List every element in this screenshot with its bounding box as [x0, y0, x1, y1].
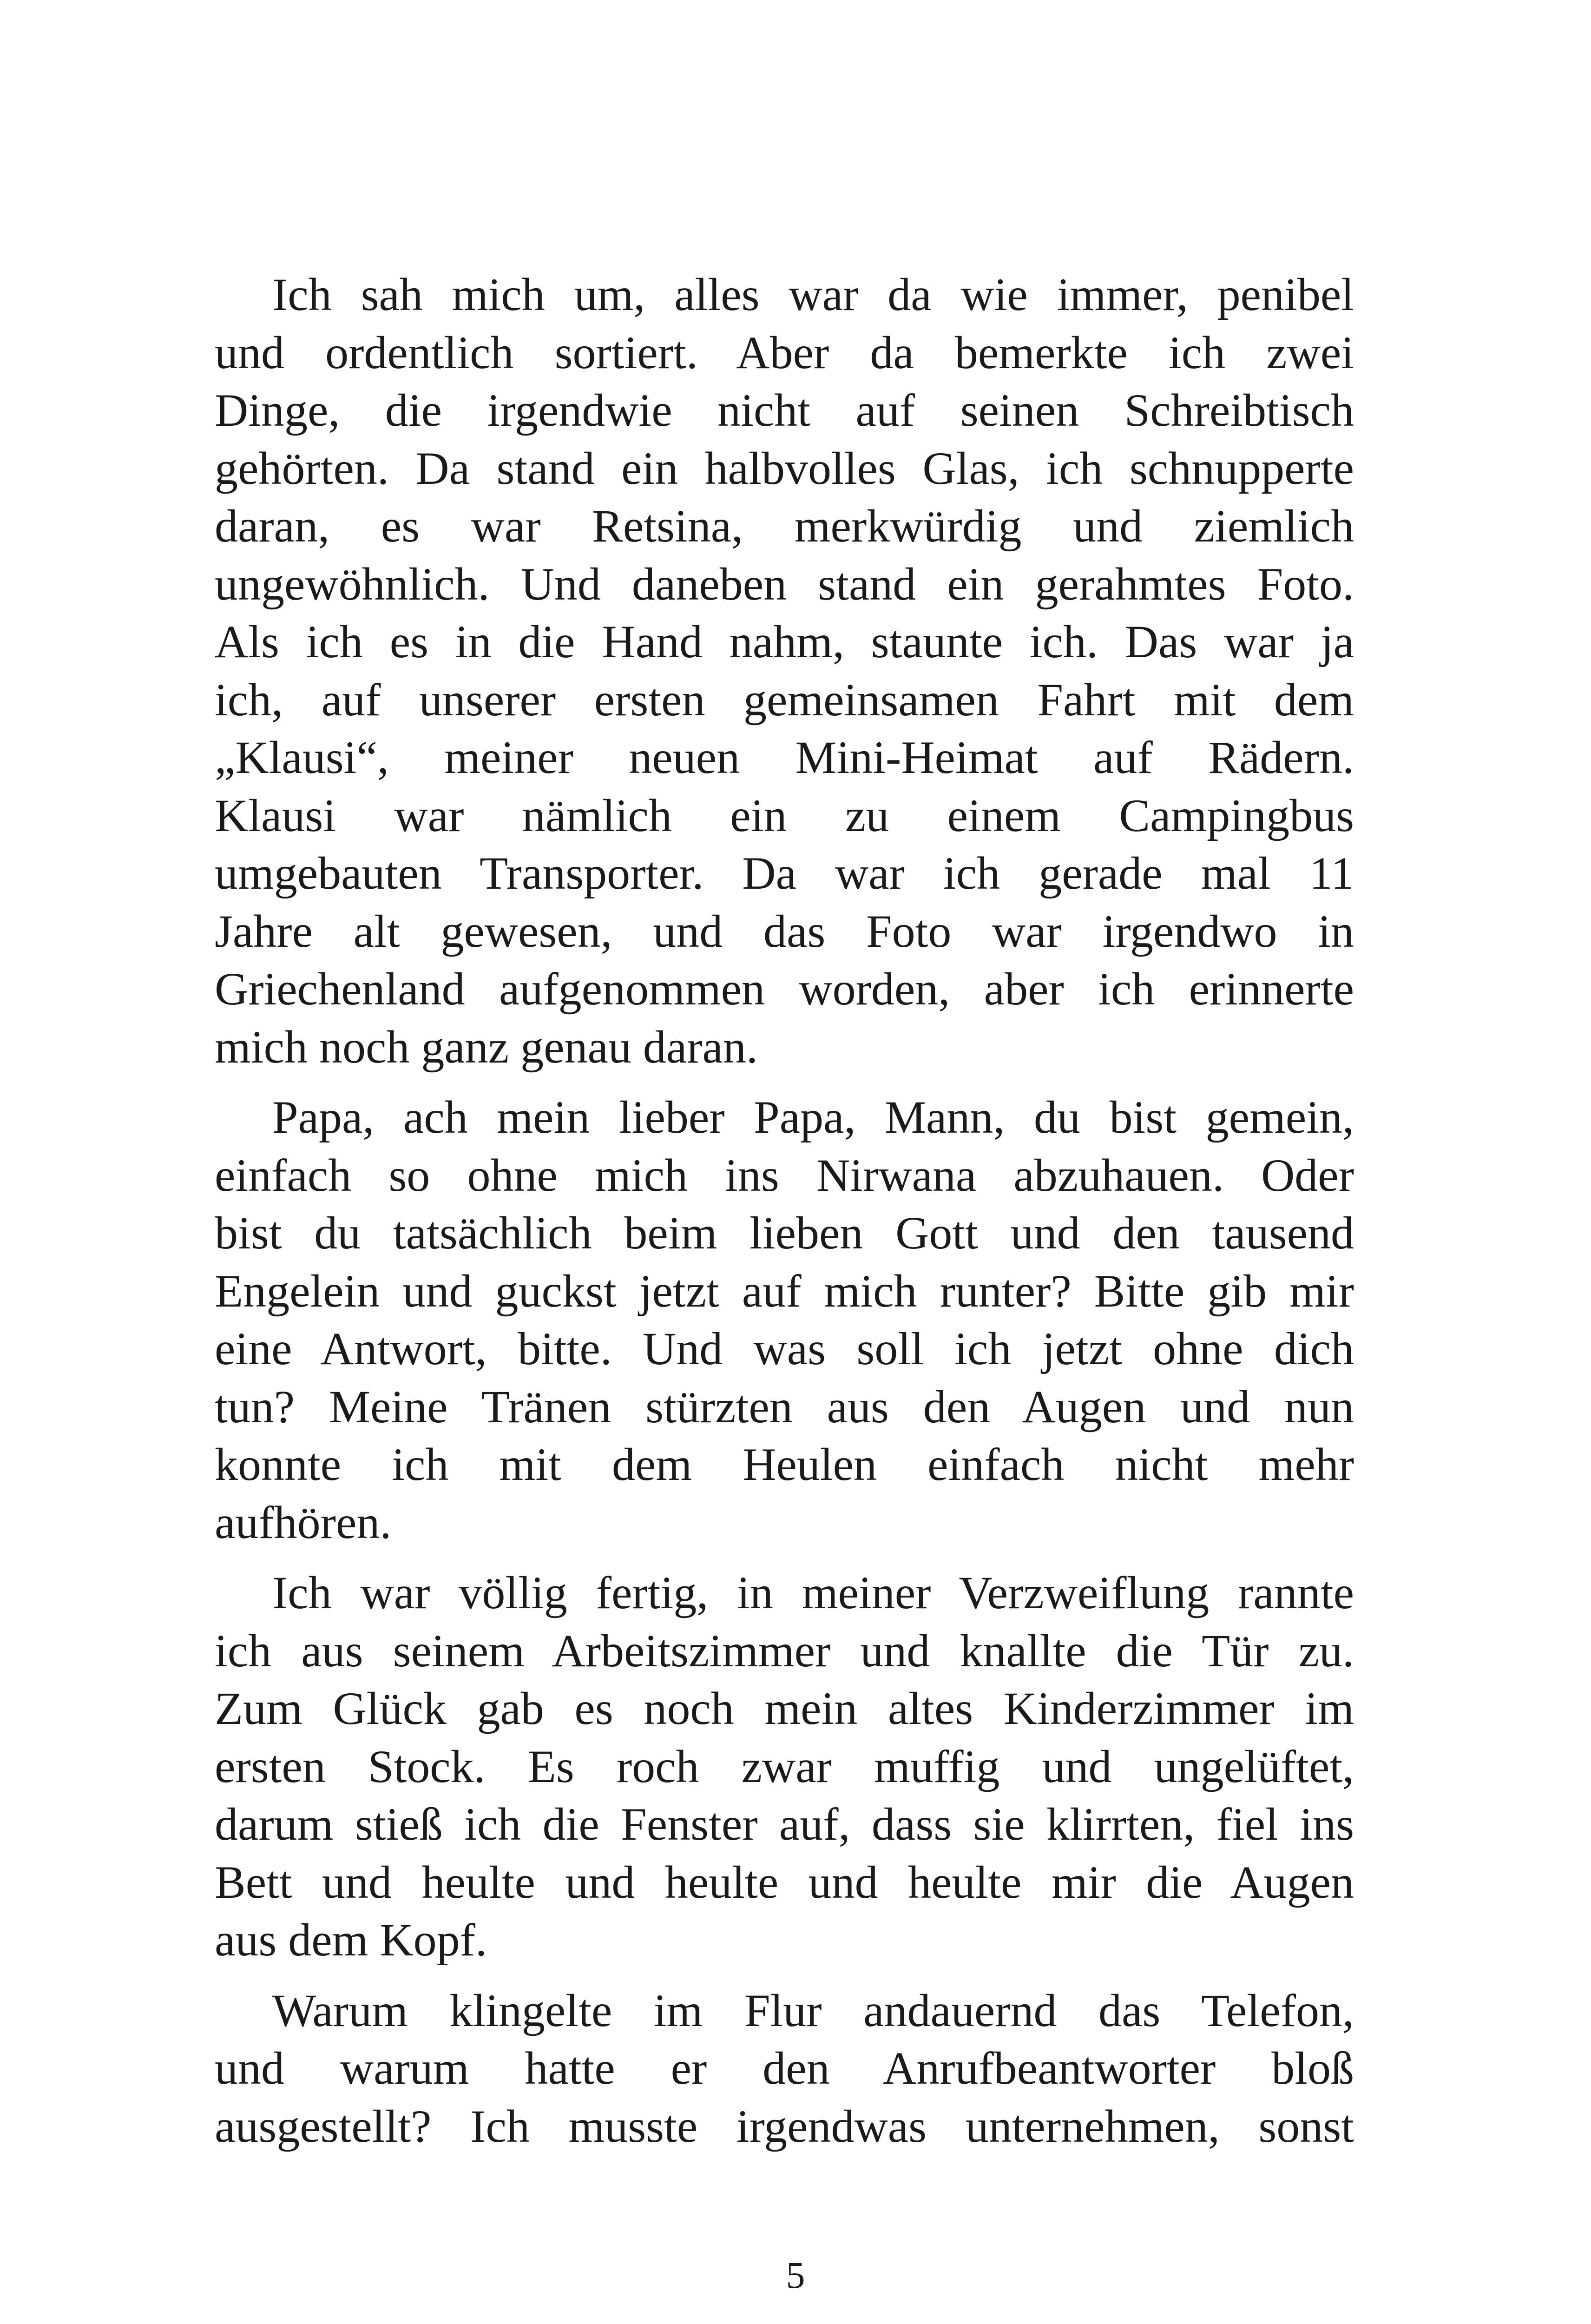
text-line: mich noch ganz genau daran.	[215, 1021, 758, 1073]
text-line: „Klausi“, meiner neuen Mini-Heimat auf Rädern.	[215, 732, 1354, 783]
text-line: Bett und heulte und heulte und heulte mir die Augen	[215, 1856, 1354, 1908]
text-line: Zum Glück gab es noch mein altes Kinderzimmer im	[215, 1683, 1354, 1734]
text-line: bist du tatsächlich beim lieben Gott und den tausend	[215, 1207, 1354, 1259]
text-line: Klausi war nämlich ein zu einem Campingbus	[215, 789, 1354, 841]
text-line: ich, auf unserer ersten gemeinsamen Fahrt mit dem	[215, 673, 1354, 726]
text-line: Ich war völlig fertig, in meiner Verzweiflung rannte	[272, 1567, 1354, 1618]
text-line: Dinge, die irgendwie nicht auf seinen Schreibtisch	[215, 384, 1354, 436]
paragraph-1	[215, 266, 1354, 1076]
paragraph-4	[215, 1982, 1354, 2156]
body-text	[215, 266, 1354, 2155]
text-line: konnte ich mit dem Heulen einfach nicht mehr	[215, 1439, 1354, 1490]
text-line: ich aus seinem Arbeitszimmer und knallte die Tür zu.	[215, 1624, 1354, 1677]
text-line: ausgestellt? Ich musste irgendwas unternehmen, sonst	[215, 2100, 1354, 2152]
text-line: eine Antwort, bitte. Und was soll ich jetzt ohne dich	[215, 1323, 1354, 1374]
paragraph-2	[215, 1089, 1354, 1552]
text-line: ersten Stock. Es roch zwar muffig und ungelüftet,	[215, 1740, 1354, 1792]
text-line: Als ich es in die Hand nahm, staunte ich. Das war ja	[215, 616, 1354, 667]
text-line: ungewöhnlich. Und daneben stand ein gerahmtes Foto.	[215, 558, 1354, 610]
text-line: aufhören.	[215, 1496, 392, 1548]
text-line: Ich sah mich um, alles war da wie immer, penibel	[272, 269, 1354, 320]
text-line: Papa, ach mein lieber Papa, Mann, du bist gemein,	[272, 1091, 1354, 1143]
text-line: und warum hatte er den Anrufbeantworter bloß	[215, 2042, 1354, 2094]
text-line: daran, es war Retsina, merkwürdig und ziemlich	[215, 500, 1354, 552]
text-line: tun? Meine Tränen stürzten aus den Augen und nun	[215, 1380, 1354, 1433]
text-line: Griechenland aufgenommen worden, aber ich erinnerte	[215, 963, 1354, 1015]
text-line: Warum klingelte im Flur andauernd das Telefon,	[272, 1984, 1354, 2036]
text-line: umgebauten Transporter. Da war ich gerade mal 11	[215, 847, 1354, 899]
text-line: aus dem Kopf.	[215, 1914, 487, 1966]
text-line: gehörten. Da stand ein halbvolles Glas, ich schnupperte	[215, 442, 1354, 494]
text-line: Jahre alt gewesen, und das Foto war irgendwo in	[215, 905, 1354, 957]
text-line: Engelein und guckst jetzt auf mich runter? Bitte gib mir	[215, 1265, 1354, 1317]
paragraph-3	[215, 1564, 1354, 1969]
text-line: einfach so ohne mich ins Nirwana abzuhauen. Oder	[215, 1149, 1354, 1201]
text-line: und ordentlich sortiert. Aber da bemerkte ich zwei	[215, 326, 1354, 378]
text-line: darum stieß ich die Fenster auf, dass sie klirrten, fiel ins	[215, 1798, 1354, 1850]
page-number: 5	[786, 2254, 805, 2296]
